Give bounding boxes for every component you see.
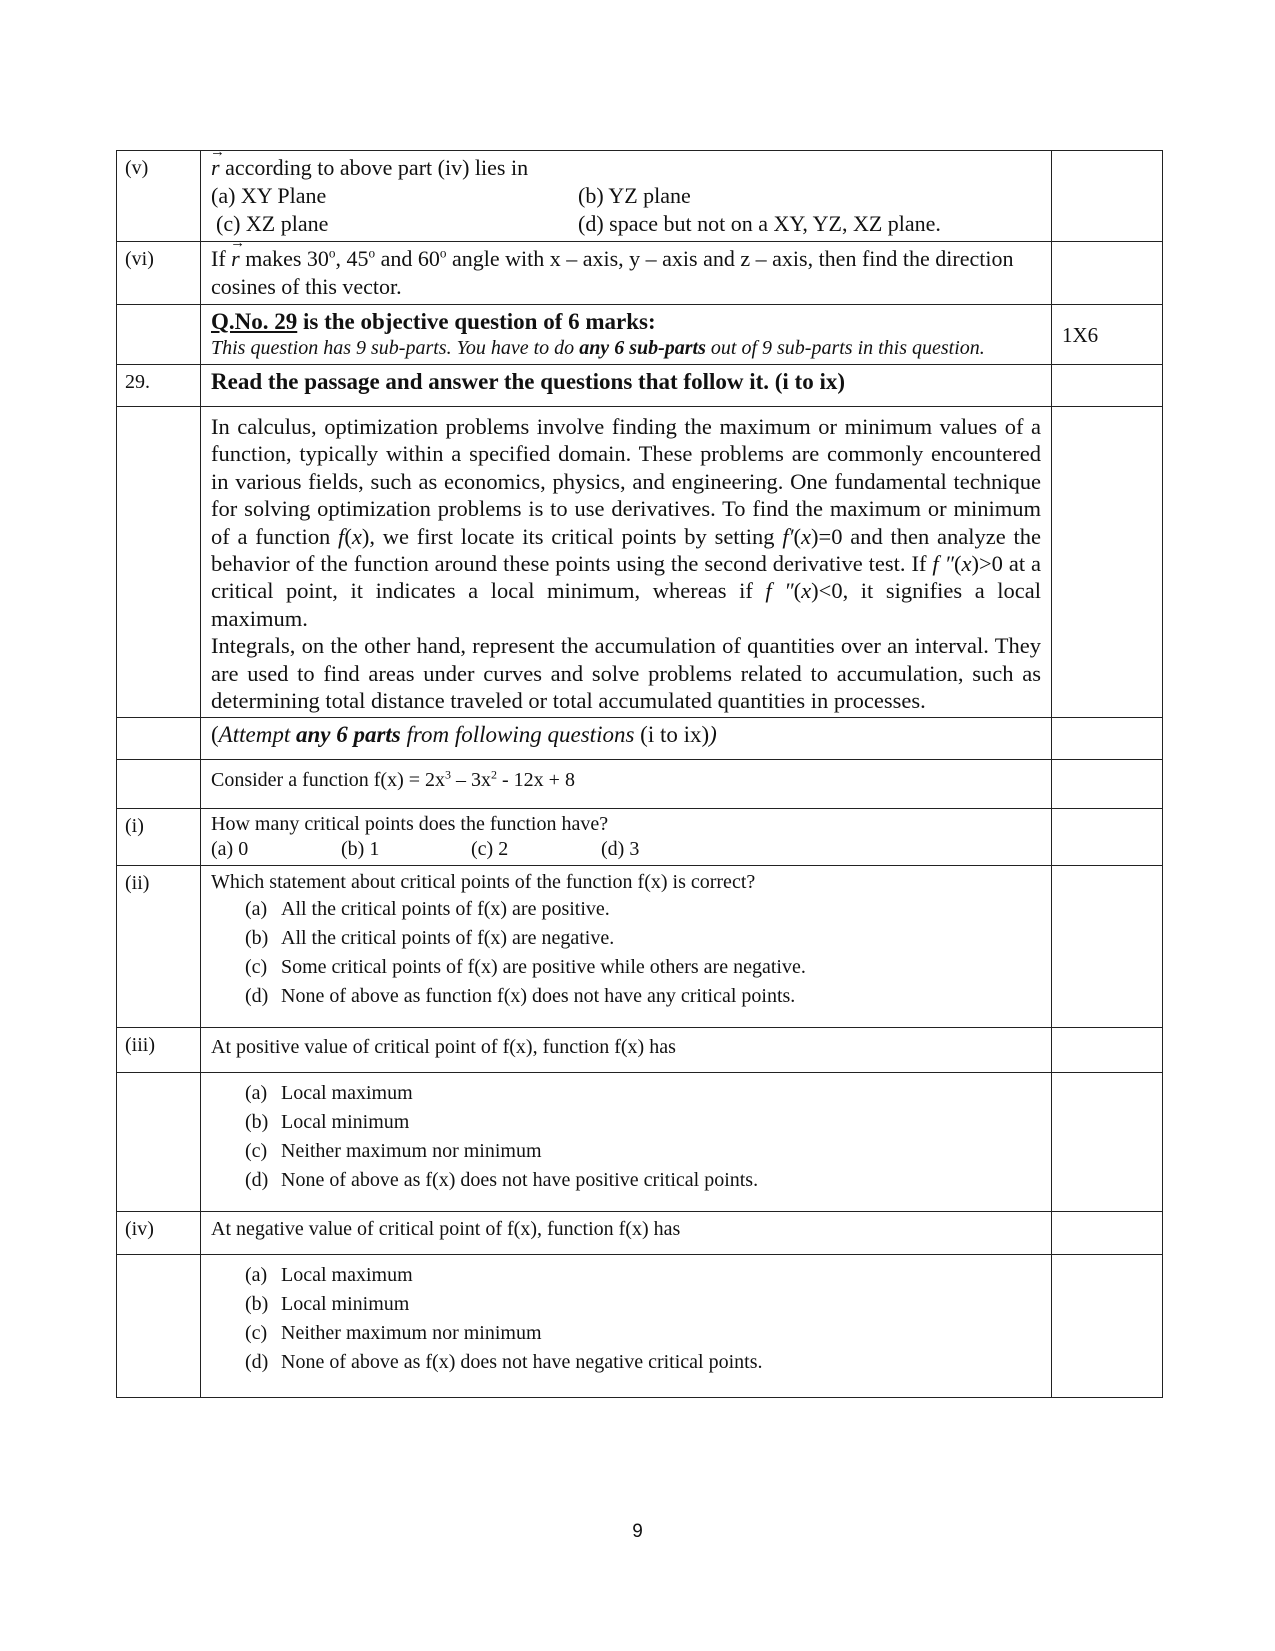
- row-vi: [117, 242, 1163, 305]
- options-list: [211, 1079, 1041, 1195]
- function-definition: Consider a function $f(x) = 2x^3 - 3x^2 - 12x + 8$: [201, 760, 1052, 809]
- question-text: At positive value of critical point of f(x), function f(x) has: [201, 1028, 1052, 1073]
- row-number: (iv): [117, 1212, 201, 1255]
- number-cell: [117, 1255, 201, 1398]
- row-function: [117, 760, 1163, 809]
- passage-heading: Read the passage and answer the questions that follow it. (i to ix): [201, 365, 1052, 407]
- options-cell: [201, 1073, 1052, 1212]
- vector-r-symbol: → r: [231, 245, 240, 273]
- option-d: (d) space but not on a XY, YZ, XZ plane.: [578, 211, 941, 236]
- option-c: (c) XZ plane: [216, 211, 329, 236]
- row-number: (v): [117, 151, 201, 242]
- question-text: Which statement about critical points of the function f(x) is correct? (a) All the critical points of f(x) are positive. (b) All the critical points of f(x) are negative. (c) Some critical points of f(x) are positive while others are negative. (d) None of above as function f(x) does not have any critical points.: [201, 866, 1052, 1028]
- marks-cell: [1052, 407, 1163, 718]
- option-a: (a) Local maximum: [245, 1082, 413, 1105]
- number-cell: [117, 1073, 201, 1212]
- row-ii: [117, 866, 1163, 1028]
- row-number: (i): [117, 809, 201, 866]
- attempt-instruction: (Attempt any 6 parts from following questions (i to ix)): [201, 718, 1052, 760]
- number-cell: [117, 305, 201, 365]
- options-cell: [201, 1255, 1052, 1398]
- number-cell: [117, 760, 201, 809]
- marks-cell: [1052, 1255, 1163, 1398]
- marks-cell: [1052, 1073, 1163, 1212]
- marks-label: 1X6: [1052, 305, 1163, 365]
- row-29: [117, 365, 1163, 407]
- row-q29-header: [117, 305, 1163, 365]
- option-b: (b) All the critical points of f(x) are negative.: [245, 927, 615, 950]
- options-list: [211, 1261, 1041, 1377]
- number-cell: [117, 718, 201, 760]
- passage-text: In calculus, optimization problems involve finding the maximum or minimum values of a function, typically within a specified domain. These problems are commonly encountered in various fields, such as economics, physics, and engineering. One fundamental technique for solving optimization problems is to use derivatives. To find the maximum or minimum of a function f(x), we first locate its critical points by setting f′(x)=0 and then analyze the behavior of the function around these points using the second derivative test. If f ″(x)>0 at a critical point, it indicates a local minimum, whereas if f ″(x)<0, it signifies a local maximum. Integrals, on the other hand, represent the accumulation of quantities over an interval. They are used to find areas under curves and solve problems related to accumulation, such as determining total distance traveled or total accumulated quantities in processes.: [201, 407, 1052, 718]
- row-number: (vi): [117, 242, 201, 305]
- marks-cell: [1052, 718, 1163, 760]
- marks-cell: [1052, 365, 1163, 407]
- section-instruction: This question has 9 sub-parts. You have to do any 6 sub-parts out of 9 sub-parts in this question.: [211, 337, 985, 359]
- option-d: (d) None of above as f(x) does not have negative critical points.: [245, 1351, 763, 1374]
- page-number: 9: [632, 1521, 643, 1542]
- question-text: → r according to above part (iv) lies in (a) XY Plane (b) YZ plane (c) XZ plane (d) space but not on a XY, YZ, XZ plane.: [201, 151, 1052, 242]
- option-c: (c) 2: [471, 838, 509, 861]
- option-b: (b) Local minimum: [245, 1293, 410, 1316]
- question-text: At negative value of critical point of f(x), function f(x) has: [201, 1212, 1052, 1255]
- option-b: (b) Local minimum: [245, 1111, 410, 1134]
- number-cell: [117, 407, 201, 718]
- marks-cell: [1052, 1212, 1163, 1255]
- row-number: 29.: [117, 365, 201, 407]
- option-d: (d) None of above as function f(x) does not have any critical points.: [245, 985, 796, 1008]
- options-row-2: [211, 210, 1041, 238]
- option-d: (d) None of above as f(x) does not have positive critical points.: [245, 1169, 759, 1192]
- row-iii-options: [117, 1073, 1163, 1212]
- row-attempt: [117, 718, 1163, 760]
- option-c: (c) Some critical points of f(x) are positive while others are negative.: [245, 956, 806, 979]
- row-v: [117, 151, 1163, 242]
- row-number: (iii): [117, 1028, 201, 1073]
- vector-r-symbol: → r: [211, 154, 220, 182]
- row-iv-options: [117, 1255, 1163, 1398]
- marks-cell: [1052, 866, 1163, 1028]
- marks-cell: [1052, 1028, 1163, 1073]
- marks-cell: [1052, 809, 1163, 866]
- row-iii: [117, 1028, 1163, 1073]
- option-c: (c) Neither maximum nor minimum: [245, 1140, 542, 1163]
- row-number: (ii): [117, 866, 201, 1028]
- row-i: [117, 809, 1163, 866]
- marks-cell: [1052, 242, 1163, 305]
- option-a: (a) Local maximum: [245, 1264, 413, 1287]
- section-header: Q.No. 29 is the objective question of 6 marks: This question has 9 sub-parts. You have to do any 6 sub-parts out of 9 sub-parts in this question.: [201, 305, 1052, 365]
- row-passage: [117, 407, 1163, 718]
- option-b: (b) 1: [341, 838, 380, 861]
- option-d: (d) 3: [601, 838, 640, 861]
- option-a: (a) XY Plane: [211, 183, 327, 208]
- row-iv: [117, 1212, 1163, 1255]
- option-a: (a) All the critical points of f(x) are positive.: [245, 898, 610, 921]
- option-a: (a) 0: [211, 838, 249, 861]
- question-table: [116, 150, 1163, 1398]
- marks-cell: [1052, 760, 1163, 809]
- options-row-1: [211, 182, 1041, 210]
- option-b: (b) YZ plane: [578, 183, 691, 208]
- options-list: [211, 895, 1041, 1011]
- marks-cell: [1052, 151, 1163, 242]
- question-text: How many critical points does the function have? (a) 0 (b) 1 (c) 2 (d) 3: [201, 809, 1052, 866]
- option-c: (c) Neither maximum nor minimum: [245, 1322, 542, 1345]
- options: [211, 837, 1041, 862]
- question-text: If → r makes 30$^o$, 45$^o$ and 60$^o$ angle with x – axis, y – axis and z – axis, then find the direction cosines of this vector.: [201, 242, 1052, 305]
